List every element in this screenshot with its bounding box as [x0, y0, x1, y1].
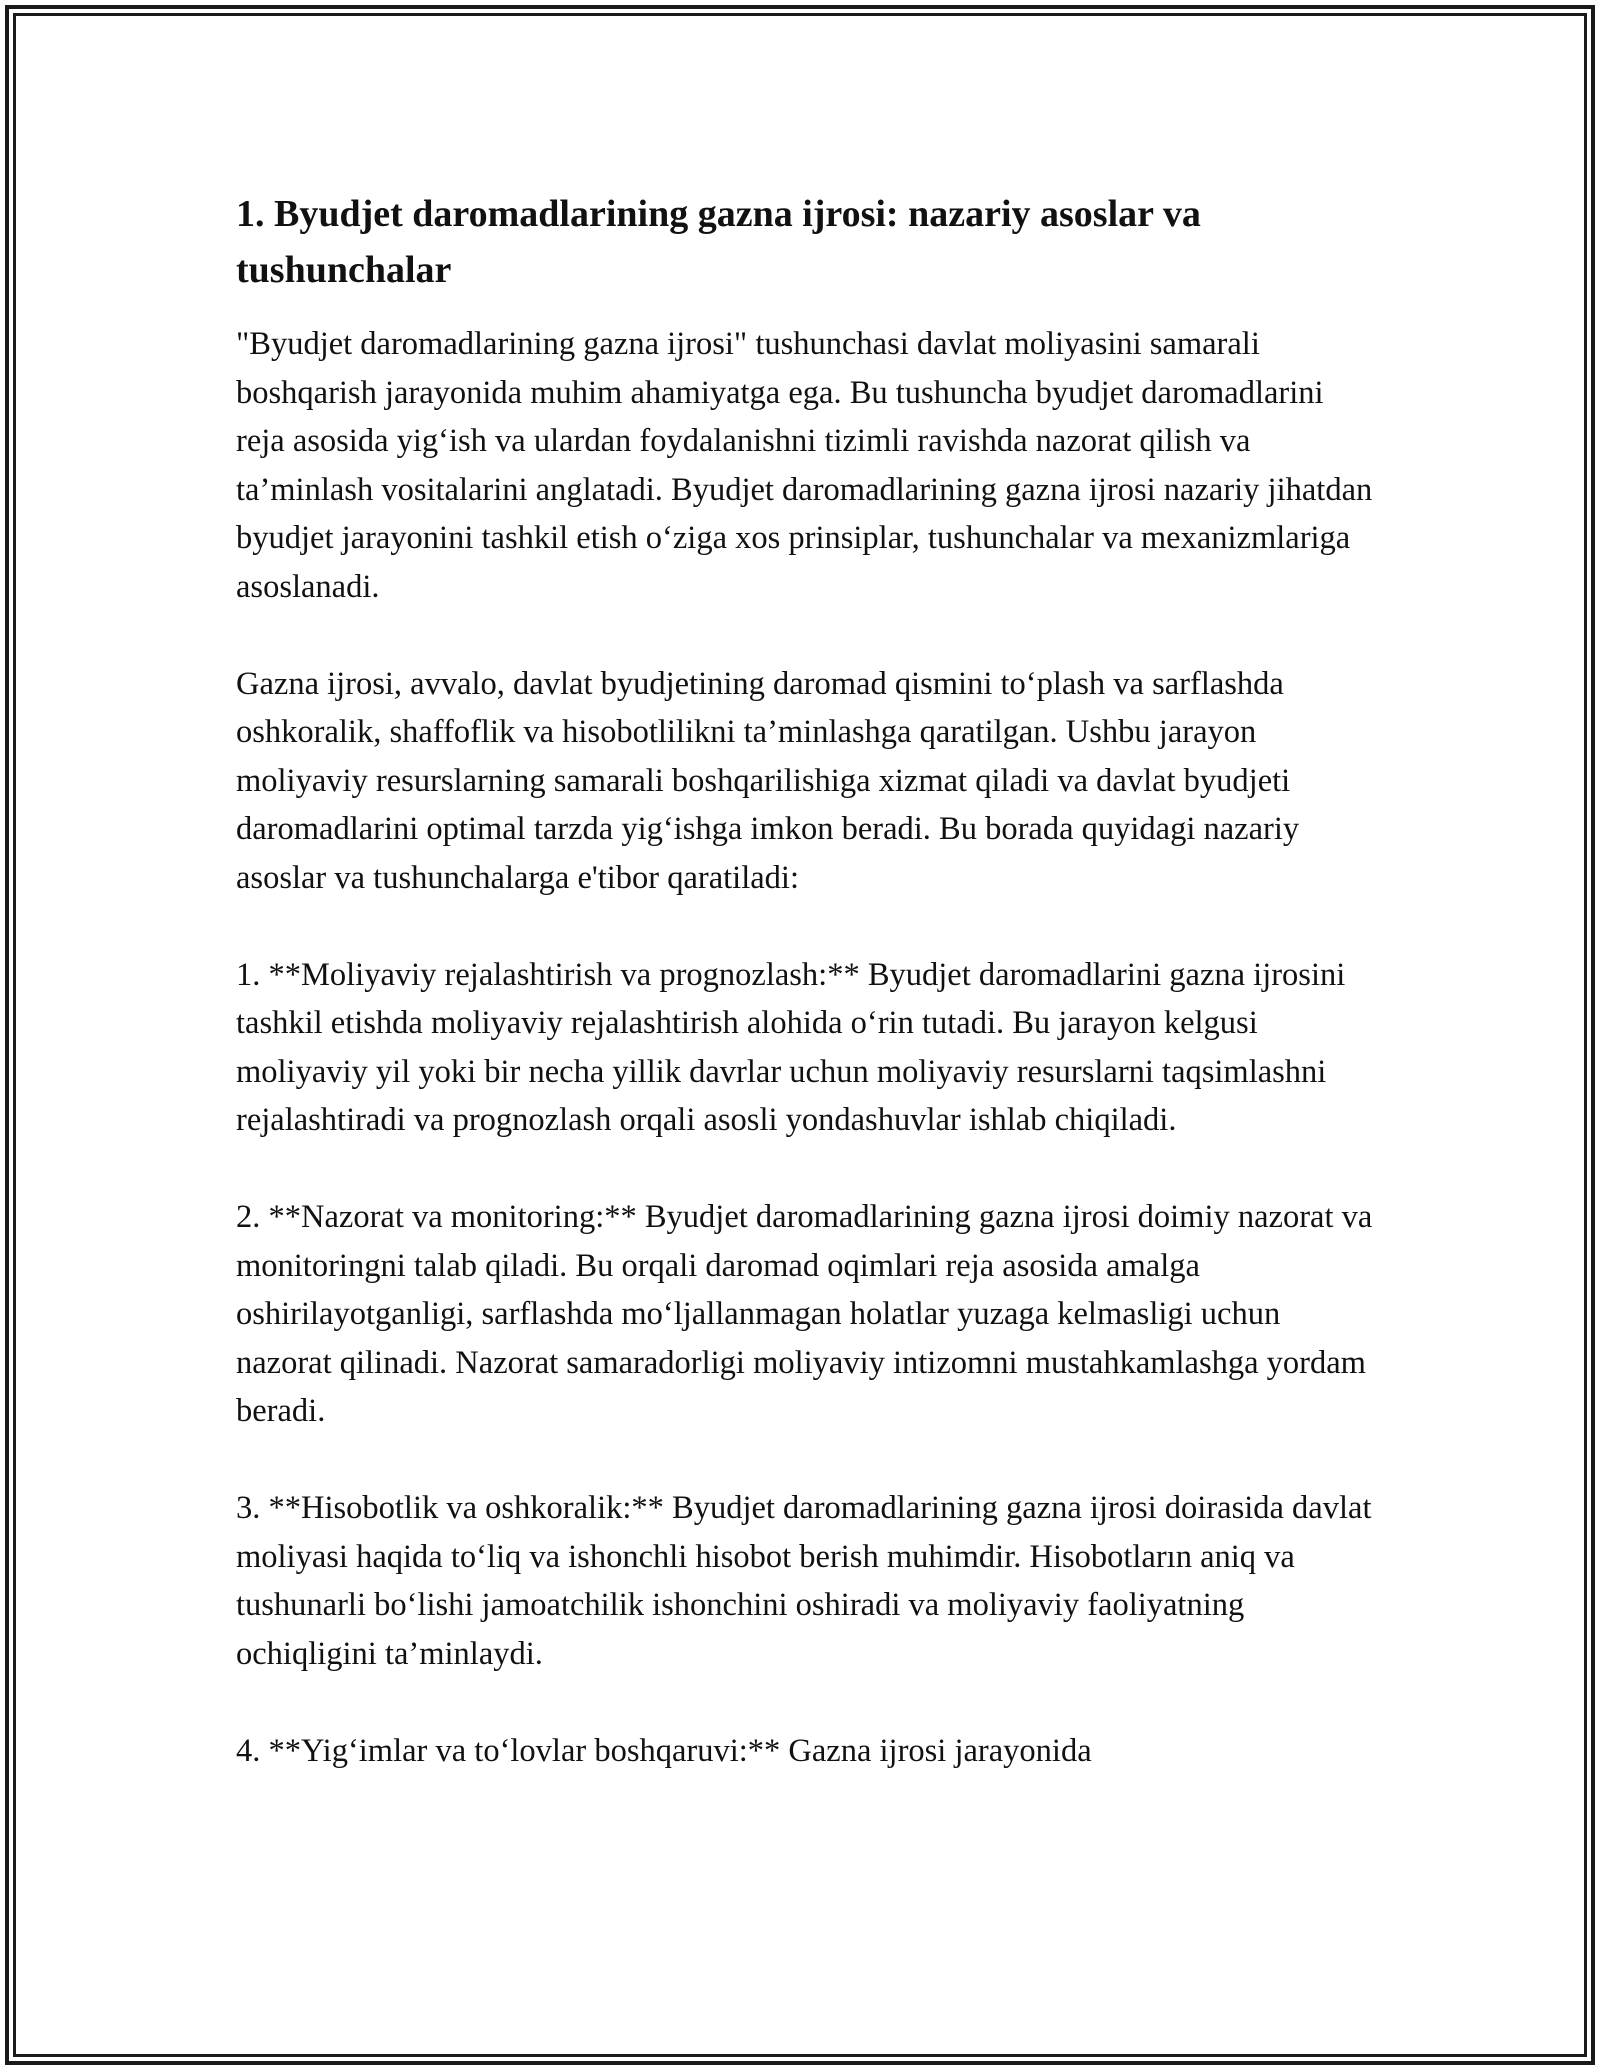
- paragraph-gazna-ijrosi: Gazna ijrosi, avvalo, davlat byudjetining daromad qismini to‘plash va sarflashda oshkoralik, shaffoflik va hisobotlilikni ta’minlashga qaratilgan. Ushbu jarayon moliyaviy resurslarning samarali boshqarilishiga xizmat qiladi va davlat byudjeti daromadlarini optimal tarzda yig‘ishga imkon beradi. Bu borada quyidagi nazariy asoslar va tushunchalarga e'tibor qaratiladi:: [236, 665, 1300, 896]
- section-heading: 1. Byudjet daromadlarining gazna ijrosi: nazariy asoslar va tushunchalar: [236, 193, 1201, 291]
- list-item-nazorat-monitoring: 2. **Nazorat va monitoring:** Byudjet daromadlarining gazna ijrosi doimiy nazorat va monitoringni talab qiladi. Bu orqali daromad oqimlari reja asosida amalga oshirilayotganligi, sarflashda mo‘ljallanmagan holatlar yuzaga kelmasligi uchun nazorat qilinadi. Nazorat samaradorligi moliyaviy intizomni mustahkamlashga yordam beradi.: [236, 1199, 1373, 1429]
- document-body: [236, 186, 1376, 1824]
- list-item-yigimlar-tolovlar: 4. **Yig‘imlar va to‘lovlar boshqaruvi:** Gazna ijrosi jarayonida: [236, 1732, 1092, 1769]
- list-item-moliyaviy-rejalashtirish: 1. **Moliyaviy rejalashtirish va prognozlash:** Byudjet daromadlarini gazna ijrosini tashkil etishda moliyaviy rejalashtirish alohida o‘rin tutadi. Bu jarayon kelgusi moliyaviy yil yoki bir necha yillik davrlar uchun moliyaviy resurslarni taqsimlashni rejalashtiradi va prognozlash orqali asosli yondashuvlar ishlab chiqiladi.: [236, 956, 1346, 1138]
- paragraph-intro: "Byudjet daromadlarining gazna ijrosi" tushunchasi davlat moliyasini samarali boshqarish jarayonida muhim ahamiyatga ega. Bu tushuncha byudjet daromadlarini reja asosida yig‘ish va ulardan foydalanishni tizimli ravishda nazorat qilish va ta’minlash vositalarini anglatadi. Byudjet daromadlarining gazna ijrosi nazariy jihatdan byudjet jarayonini tashkil etish o‘ziga xos prinsiplar, tushunchalar va mexanizmlariga asoslanadi.: [236, 326, 1373, 605]
- list-item-hisobotlik-oshkoralik: 3. **Hisobotlik va oshkoralik:** Byudjet daromadlarining gazna ijrosi doirasida davlat moliyasi haqida to‘liq va ishonchli hisobot berish muhimdir. Hisobotların aniq va tushunarli bo‘lishi jamoatchilik ishonchini oshiradi va moliyaviy faoliyatning ochiqligini ta’minlaydi.: [236, 1490, 1372, 1672]
